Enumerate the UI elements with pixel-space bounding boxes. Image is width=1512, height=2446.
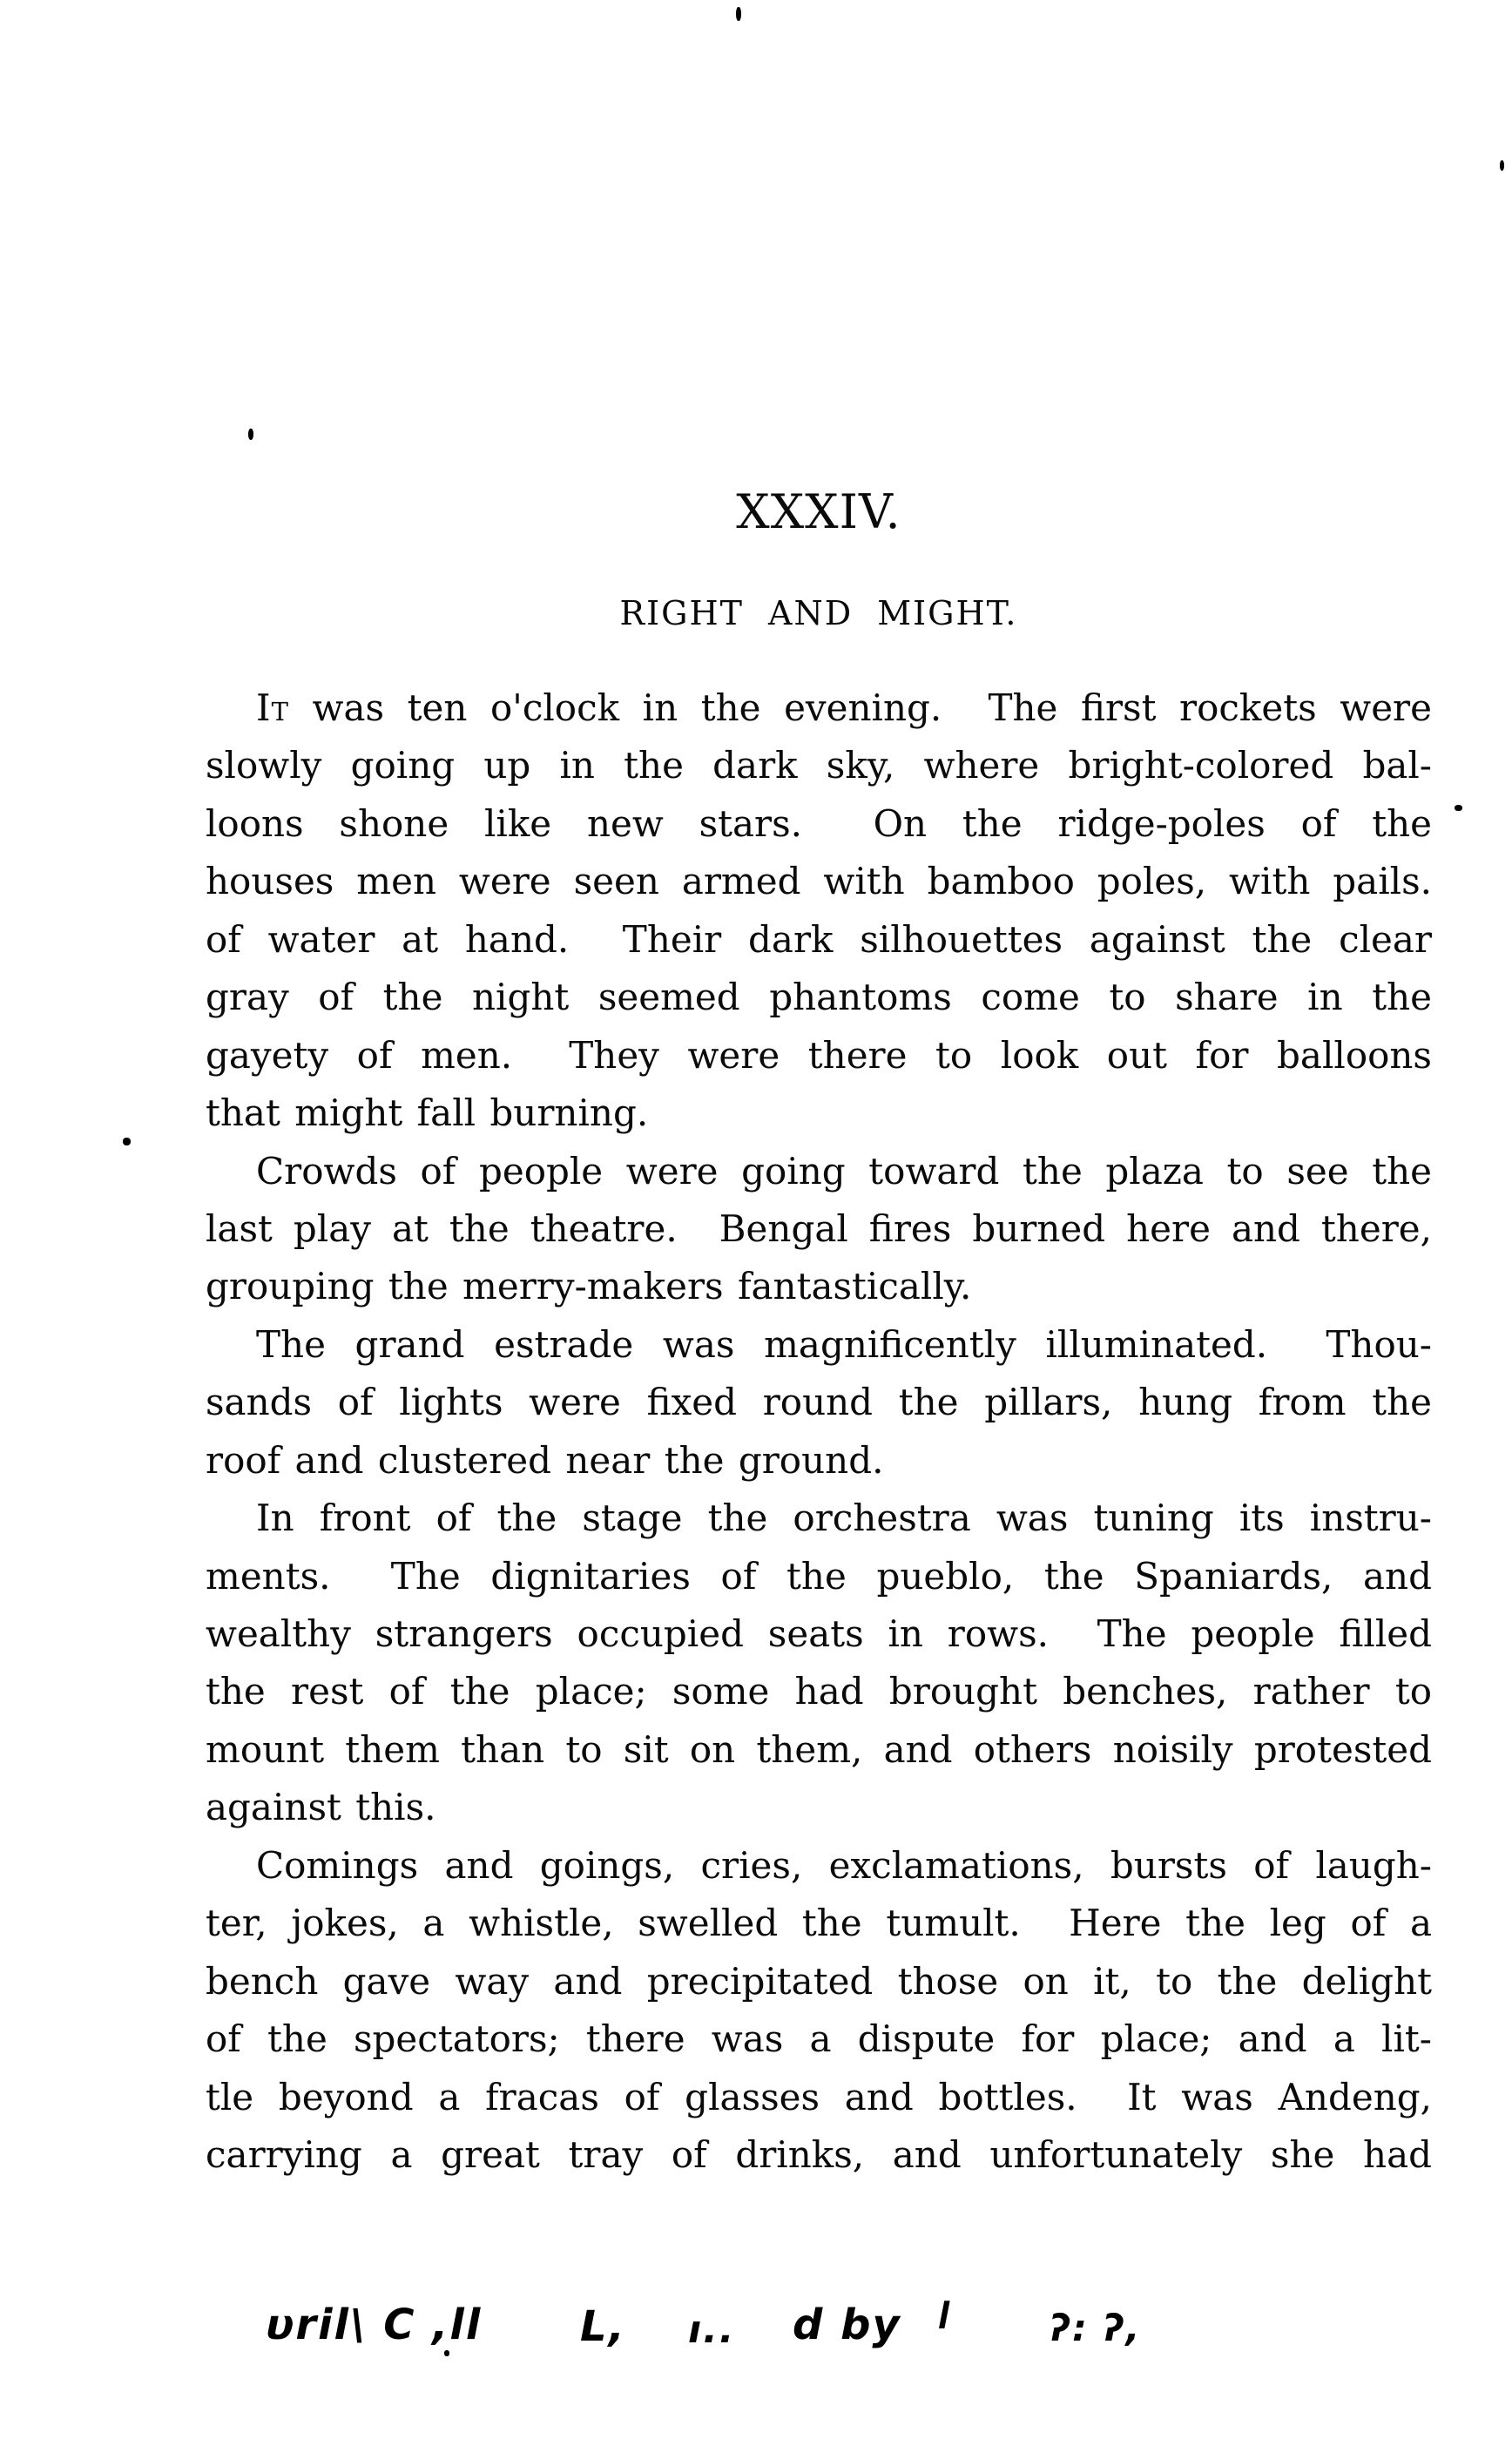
text-line: In front of the stage the orchestra was tuning its instru- bbox=[256, 1497, 1432, 1540]
watermark-fragment: d by bbox=[793, 2301, 901, 2349]
text-line: loons shone like new stars. On the ridge-poles of the bbox=[206, 801, 1432, 845]
scan-speck bbox=[123, 1138, 131, 1145]
smallcaps-lead-word: It bbox=[256, 686, 289, 729]
scan-speck bbox=[248, 429, 253, 440]
text-line: bench gave way and precipitated those on it, to the delight bbox=[206, 1959, 1432, 2003]
text-line: of the spectators; there was a dispute for place; and a lit- bbox=[206, 2017, 1432, 2061]
scan-speck bbox=[736, 7, 741, 21]
text-line: gray of the night seemed phantoms come to share in the bbox=[206, 976, 1432, 1019]
text-line: against this. bbox=[206, 1786, 436, 1829]
text-line: last play at the theatre. Bengal fires burned here and there, bbox=[206, 1206, 1432, 1250]
scan-speck bbox=[1455, 805, 1462, 811]
text-line: houses men were seen armed with bamboo poles, with pails. bbox=[206, 860, 1432, 903]
text-line: of water at hand. Their dark silhouettes against the clear bbox=[206, 917, 1432, 961]
text-line: tle beyond a fracas of glasses and bottles. It was Andeng, bbox=[206, 2075, 1432, 2118]
text-line: mount them than to sit on them, and others noisily protested bbox=[206, 1727, 1432, 1771]
text-line: that might fall burning. bbox=[206, 1091, 649, 1135]
scan-speck bbox=[444, 2350, 449, 2356]
scan-speck bbox=[1500, 160, 1504, 171]
text-line: ments. The dignitaries of the pueblo, the Spaniards, and bbox=[206, 1554, 1432, 1598]
text-line: wealthy strangers occupied seats in rows. The people filled bbox=[206, 1612, 1432, 1655]
text-line: slowly going up in the dark sky, where bright-colored bal- bbox=[206, 744, 1432, 787]
watermark-fragment: ʔ: ʔ, bbox=[1050, 2307, 1142, 2349]
text-line: sands of lights were fixed round the pillars, hung from the bbox=[206, 1381, 1432, 1424]
watermark-fragment: υril\ C ,ll bbox=[266, 2301, 483, 2349]
text-line: carrying a great tray of drinks, and unfortunately she had bbox=[206, 2132, 1432, 2176]
watermark-fragment: ı.. bbox=[688, 2307, 736, 2352]
chapter-subtitle: RIGHT AND MIGHT. bbox=[619, 594, 1018, 632]
text-line: grouping the merry-makers fantastically. bbox=[206, 1265, 972, 1308]
text-line: roof and clustered near the ground. bbox=[206, 1438, 884, 1482]
chapter-heading: XXXIV. bbox=[736, 484, 901, 539]
text-line: Crowds of people were going toward the plaza to see the bbox=[256, 1149, 1432, 1193]
text-line: Comings and goings, cries, exclamations, bursts of laugh- bbox=[256, 1843, 1432, 1887]
watermark-fragment: L, bbox=[580, 2302, 626, 2351]
text-line: It was ten o'clock in the evening. The first rockets were bbox=[256, 686, 1432, 729]
text-line: ter, jokes, a whistle, swelled the tumult. Here the leg of a bbox=[206, 1902, 1432, 1945]
body-text bbox=[206, 679, 1432, 2184]
text-line: The grand estrade was magnificently illuminated. Thou- bbox=[256, 1322, 1432, 1366]
text-line: gayety of men. They were there to look out for balloons bbox=[206, 1033, 1432, 1077]
watermark-fragment: ǀ bbox=[939, 2295, 952, 2330]
text-line: the rest of the place; some had brought benches, rather to bbox=[206, 1670, 1432, 1713]
